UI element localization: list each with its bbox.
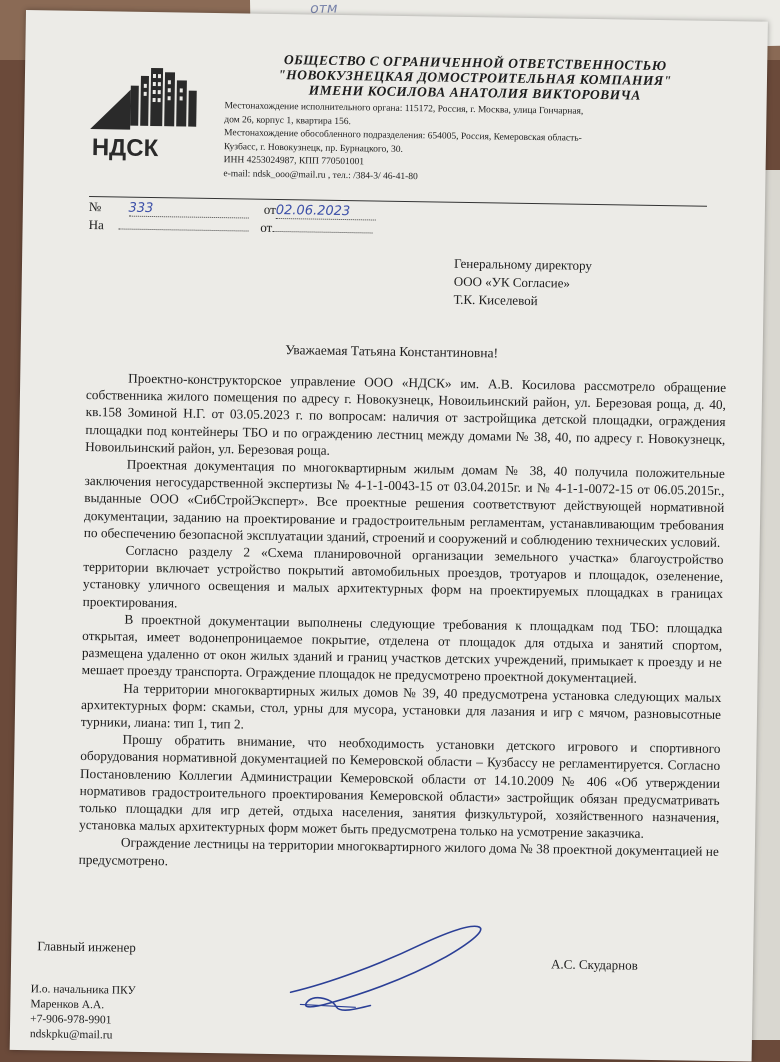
recipient-block [453,255,592,311]
contact-block [30,982,136,1044]
registration-ref-row [89,217,373,237]
contact-line: +7-906-978-9901 [30,1013,112,1027]
date-field [276,202,376,221]
signatory-title: Главный инженер [37,938,136,955]
ot-field [272,231,372,234]
contact-line: ndskpku@mail.ru [29,1028,113,1042]
na-label: На [88,217,104,233]
address-line: Кузбасс, г. Новокузнецк, пр. Бурнацкого, 30. [223,141,403,155]
recipient-line: Т.К. Киселевой [453,291,538,309]
number-field [128,200,248,219]
background-handwriting: отм [310,0,338,17]
company-logo-text: НДСК [91,134,159,163]
number-label: № [88,199,102,215]
company-name-line: "НОВОКУЗНЕЦКАЯ ДОМОСТРОИТЕЛЬНАЯ КОМПАНИЯ" [278,66,672,89]
recipient-line: ООО «УК Согласие» [453,273,571,291]
contact-line: Маренков А.А. [30,998,105,1012]
company-name-line: ОБЩЕСТВО С ОГРАНИЧЕННОЙ ОТВЕТСТВЕННОСТЬЮ [283,52,667,74]
address-line: Местонахождение исполнительного органа: 115172, Россия, г. Москва, улица Гончарная, [224,101,584,117]
date-label: от [263,201,276,217]
company-name-line: ИМЕНИ КОСИЛОВА АНАТОЛИЯ ВИКТОРОВИЧА [308,82,641,103]
na-field [119,228,249,231]
letter-body [79,369,727,878]
company-logo [90,59,220,163]
address-line: Местонахождение обособленного подразделения: 654005, Россия, Кемеровская область- [224,128,582,144]
paragraph: Ограждение лестницы на территории многоквартирного жилого дома № 38 проектной документацией не предусмотрено. [78,835,719,869]
handwritten-signature [260,912,492,1026]
signatory-name: А.С. Скударнов [550,956,638,973]
paragraph: Проектно-конструкторское управление ООО «НДСК» им. А.В. Косилова рассмотрело обращение собственника жилого помещения по адресу г. Новокузнецк, Новоильинский район, ул. Березовая роща, д. 40, кв.158 Зоминой Н.Г. от 03.05.2023 г. по вопросам: наличия от застройщика детской площадки, ограждения площадки под контейнеры ТБО и по ограждению лестниц между домами № 38, 40, по адресу г. Новокузнецк, Новоильинский район, ул. Березовая роща. [85,370,727,458]
company-address [223,100,724,189]
ot-label: от [260,219,273,235]
paragraph: Проектная документация по многоквартирным жилым домам № 38, 40 получила положительные заключения негосударственной экспертизы № 4-1-1-0043-15 от 03.04.2015г. и № 4-1-1-0072-15 от 06.05.2015г., выданные ООО «СибСтройЭксперт». Все проектные решения соответствуют действующей нормативной документации, заданию на проектирование и градостроительным регламентам, устанавливающим требования по обеспечению безопасной эксплуатации зданий, строений и сооружений и соблюдению технических условий. [83,456,725,550]
letter-page [10,10,768,1062]
company-header [223,51,725,189]
paragraph: Прошу обратить внимание, что необходимость установки детского игрового и спортивного оборудования нормативной документацией по Кемеровской области – Кузбассу не регламентируется. Согласно Постановлению Коллегии Администрации Кемеровской области от 14.10.2009 № 406 «Об утверждении нормативов градостроительного проектирования Кемеровской области» застройщик обязан предусматривать только площадки для игр детей, отдыха населения, занятия физкультурой, хозяйственного назначения, установка малых архитектурных форм может быть предусмотрена только на усмотрение заказчика. [79,731,721,842]
recipient-line: Генеральному директору [453,255,593,273]
paragraph: Согласно разделу 2 «Схема планировочной организации земельного участка» благоустройство территории включает устройство покрытий автомобильных проездов, тротуаров и площадок, озеленение, установку уличного освещения и малых архитектурных форм на проектируемых площадках в границах проектирования. [82,542,724,611]
paragraph: На территории многоквартирных жилых домов № 39, 40 предусмотрена установка следующих малых архитектурных форм: скамьи, стол, урны для мусора, установки для лазания и игр с мячом, разновысотные турники, лиана: тип 1, тип 2. [80,680,722,732]
contact-line: И.о. начальника ПКУ [30,983,136,997]
address-line: дом 26, корпус 1, квартира 156. [224,114,351,127]
salutation: Уважаемая Татьяна Константиновна! [285,342,499,361]
paragraph: В проектной документации выполнены следующие требования к площадкам под ТБО: площадка открытая, имеет водонепроницаемое покрытие, отделена от площадок для отдыха и занятий спортом, размещена удаленно от окон жилых зданий и границ участков детских учреждений, примыкает к проезду и не мешает проезду транспорта. Ограждение площадок не предусмотрено проектной документацией. [81,611,723,687]
number-value: 333 [128,200,154,217]
date-value: 02.06.2023 [275,202,351,220]
address-line: e-mail: ndsk_ooo@mail.ru , тел.: /384-3/ 46-41-80 [223,168,418,182]
address-line: ИНН 4253024987, КПП 770501001 [223,155,365,168]
